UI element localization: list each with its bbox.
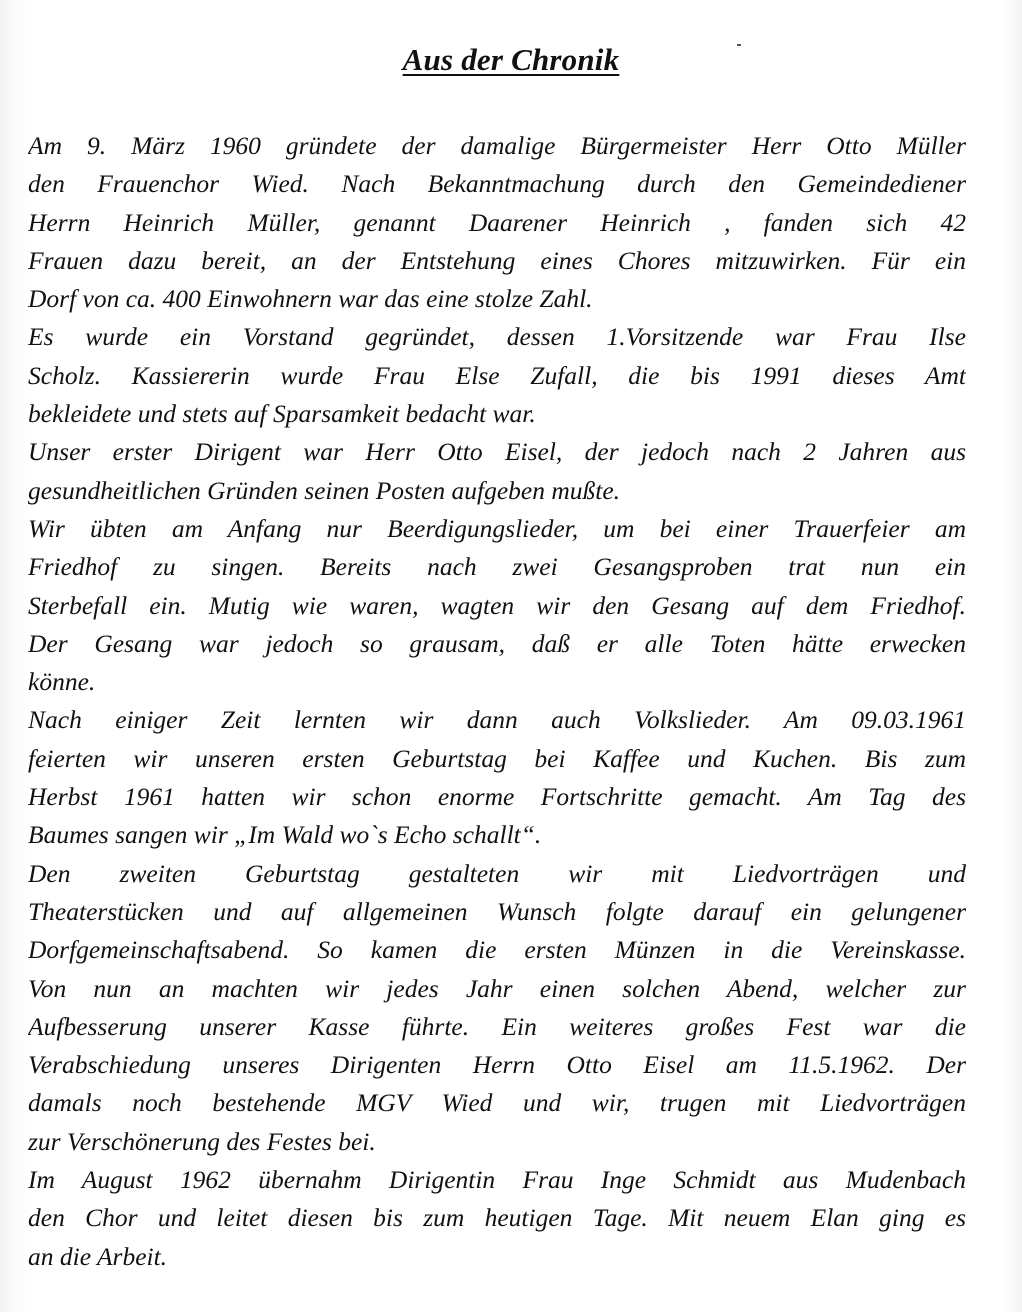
text-line: den Chor und leitet diesen bis zum heutigen Tage. Mit neuem Elan ging es xyxy=(28,1203,966,1233)
text-line: Friedhof zu singen. Bereits nach zwei Gesangsproben trat nun ein xyxy=(28,552,966,582)
text-line: Scholz. Kassiererin wurde Frau Else Zufall, die bis 1991 dieses Amt xyxy=(28,360,966,390)
text-line: Es wurde ein Vorstand gegründet, dessen 1.Vorsitzende war Frau Ilse xyxy=(28,322,966,352)
chronicle-text xyxy=(28,127,966,1276)
text-line: könne. xyxy=(28,667,96,697)
text-line: Im August 1962 übernahm Dirigentin Frau Inge Schmidt aus Mudenbach xyxy=(28,1165,966,1195)
text-line: damals noch bestehende MGV Wied und wir, trugen mit Liedvorträgen xyxy=(28,1088,966,1118)
text-line: gesundheitlichen Gründen seinen Posten aufgeben mußte. xyxy=(28,475,621,505)
text-line: Sterbefall ein. Mutig wie waren, wagten wir den Gesang auf dem Friedhof. xyxy=(28,590,966,620)
text-line: Baumes sangen wir „Im Wald wo`s Echo schallt“. xyxy=(28,820,542,850)
text-line: Frauen dazu bereit, an der Entstehung eines Chores mitzuwirken. Für ein xyxy=(28,245,966,275)
text-line: Herrn Heinrich Müller, genannt Daarener Heinrich , fanden sich 42 xyxy=(28,207,966,237)
text-line: Aufbesserung unserer Kasse führte. Ein weiteres großes Fest war die xyxy=(28,1011,966,1041)
text-line: Dorf von ca. 400 Einwohnern war das eine stolze Zahl. xyxy=(28,284,593,314)
text-line: bekleidete und stets auf Sparsamkeit bedacht war. xyxy=(28,399,536,429)
text-line: Herbst 1961 hatten wir schon enorme Fortschritte gemacht. Am Tag des xyxy=(28,782,966,812)
text-line: an die Arbeit. xyxy=(28,1241,168,1271)
text-line: Den zweiten Geburtstag gestalteten wir mit Liedvorträgen und xyxy=(28,858,966,888)
text-line: Theaterstücken und auf allgemeinen Wunsch folgte darauf ein gelungener xyxy=(28,896,966,926)
text-line: feierten wir unseren ersten Geburtstag bei Kaffee und Kuchen. Bis zum xyxy=(28,743,966,773)
text-line: Dorfgemeinschaftsabend. So kamen die ersten Münzen in die Vereinskasse. xyxy=(28,935,966,965)
text-line: Nach einiger Zeit lernten wir dann auch Volkslieder. Am 09.03.1961 xyxy=(28,705,966,735)
text-line: Wir übten am Anfang nur Beerdigungslieder, um bei einer Trauerfeier am xyxy=(28,513,966,543)
text-line: Unser erster Dirigent war Herr Otto Eisel, der jedoch nach 2 Jahren aus xyxy=(28,437,966,467)
text-line: zur Verschönerung des Festes bei. xyxy=(28,1126,376,1156)
text-line: Am 9. März 1960 gründete der damalige Bürgermeister Herr Otto Müller xyxy=(28,131,966,160)
text-line: Der Gesang war jedoch so grausam, daß er alle Toten hätte erwecken xyxy=(28,628,966,658)
text-line: Verabschiedung unseres Dirigenten Herrn Otto Eisel am 11.5.1962. Der xyxy=(28,1050,966,1080)
document-title: Aus der Chronik xyxy=(402,42,620,77)
text-line: Von nun an machten wir jedes Jahr einen solchen Abend, welcher zur xyxy=(28,973,966,1003)
text-line: den Frauenchor Wied. Nach Bekanntmachung durch den Gemeindediener xyxy=(28,169,966,199)
